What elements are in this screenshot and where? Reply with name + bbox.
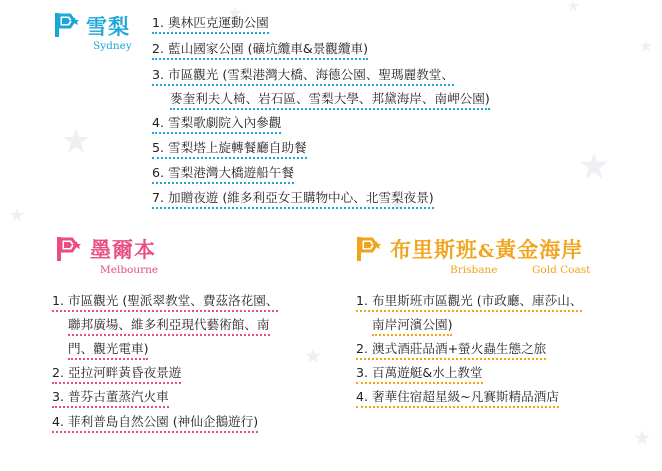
list-item: 4. 雪梨歌劇院入內參觀	[152, 114, 281, 134]
list-item: 1. 布里斯班市區觀光 (市政廳、庫莎山、	[356, 292, 582, 312]
list-item: 3. 普芬古董蒸汽火車	[52, 388, 169, 408]
melbourne-title: 墨爾本	[90, 238, 156, 262]
flag-icon	[54, 12, 86, 42]
flag-icon	[356, 236, 388, 266]
sydney-title: 雪梨	[86, 15, 130, 39]
list-item: 南岸河濱公園)	[372, 316, 452, 336]
ampersand: &	[478, 241, 496, 262]
list-item: 2. 藍山國家公園 (礦坑纜車&景觀纜車)	[152, 40, 368, 60]
sydney-subtitle: Sydney	[93, 40, 132, 52]
flag-icon	[56, 236, 88, 266]
list-item: 3. 百萬遊艇&水上教堂	[356, 364, 483, 384]
sydney-section	[0, 0, 662, 215]
melbourne-section	[0, 220, 340, 470]
list-item: 聯邦廣場、維多利亞現代藝術館、南	[68, 316, 270, 336]
brisbane-section	[340, 220, 662, 470]
list-item: 2. 澳式酒莊品酒+螢火蟲生態之旅	[356, 340, 546, 360]
list-item: 2. 亞拉河畔黃昏夜景遊	[52, 364, 181, 384]
list-item: 7. 加贈夜遊 (維多利亞女王購物中心、北雪梨夜景)	[152, 189, 434, 209]
brisbane-title-b: 黃金海岸	[495, 238, 584, 262]
list-item: 5. 雪梨塔上旋轉餐廳自助餐	[152, 139, 307, 159]
list-item: 1. 市區觀光 (聖派翠教堂、費茲洛花園、	[52, 292, 278, 312]
list-item: 1. 奧林匹克運動公園	[152, 14, 269, 34]
brisbane-title	[390, 234, 583, 264]
list-item: 4. 菲利普島自然公園 (神仙企鵝遊行)	[52, 413, 258, 433]
list-item: 6. 雪梨港灣大橋遊船午餐	[152, 164, 294, 184]
list-item: 4. 奢華住宿超星級~凡賽斯精品酒店	[356, 388, 559, 408]
list-item: 門、觀光電車)	[68, 340, 148, 360]
goldcoast-subtitle: Gold Coast	[532, 264, 591, 276]
melbourne-subtitle: Melbourne	[100, 264, 159, 276]
brisbane-subtitle: Brisbane	[450, 264, 498, 276]
list-item: 3. 市區觀光 (雪梨港灣大橋、海德公園、聖瑪麗教堂、	[152, 66, 454, 86]
list-item: 麥奎利夫人椅、岩石區、雪梨大學、邦黛海岸、南岬公園)	[170, 90, 490, 110]
brisbane-title-a: 布里斯班	[390, 238, 478, 262]
